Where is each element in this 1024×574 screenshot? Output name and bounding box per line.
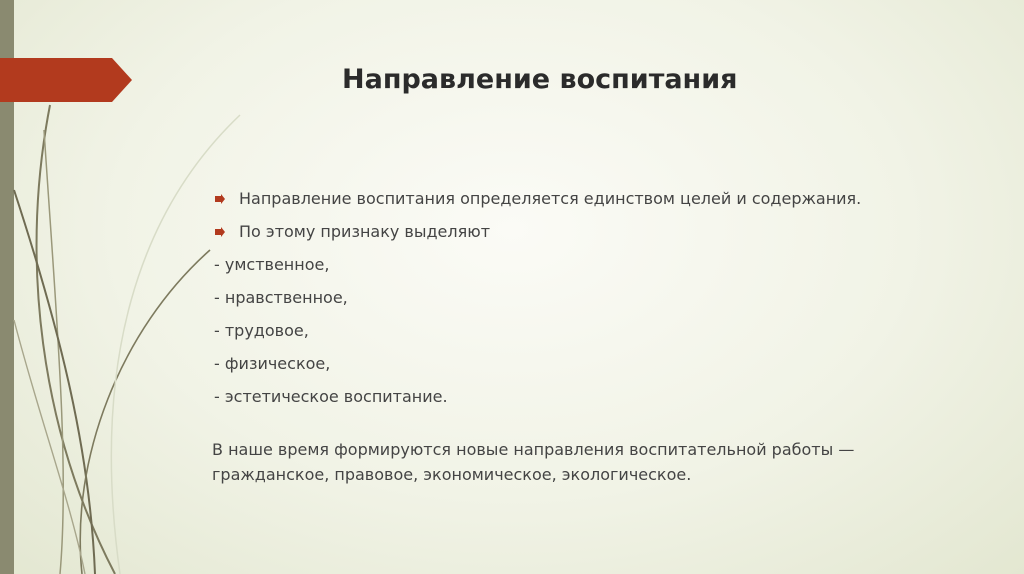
bullet-text: По этому признаку выделяют	[239, 222, 491, 241]
title-accent-tab	[0, 58, 132, 102]
slide-content	[212, 182, 1002, 487]
bullet-item	[212, 182, 1002, 215]
bullet-item	[212, 215, 1002, 248]
arrow-right-icon	[215, 194, 225, 204]
list-item: - эстетическое воспитание.	[214, 387, 448, 406]
arrow-right-icon	[215, 227, 225, 237]
list-item: - нравственное,	[214, 288, 348, 307]
slide-title: Направление воспитания	[342, 64, 738, 95]
note-line: гражданское, правовое, экономическое, экологическое.	[212, 465, 692, 484]
bullet-text: Направление воспитания определяется единством целей и содержания.	[239, 189, 862, 208]
list-item: - трудовое,	[214, 321, 309, 340]
note-paragraph	[212, 437, 1002, 487]
note-line: В наше время формируются новые направления воспитательной работы —	[212, 440, 855, 459]
list-item: - физическое,	[214, 354, 331, 373]
list-item: - умственное,	[214, 255, 330, 274]
